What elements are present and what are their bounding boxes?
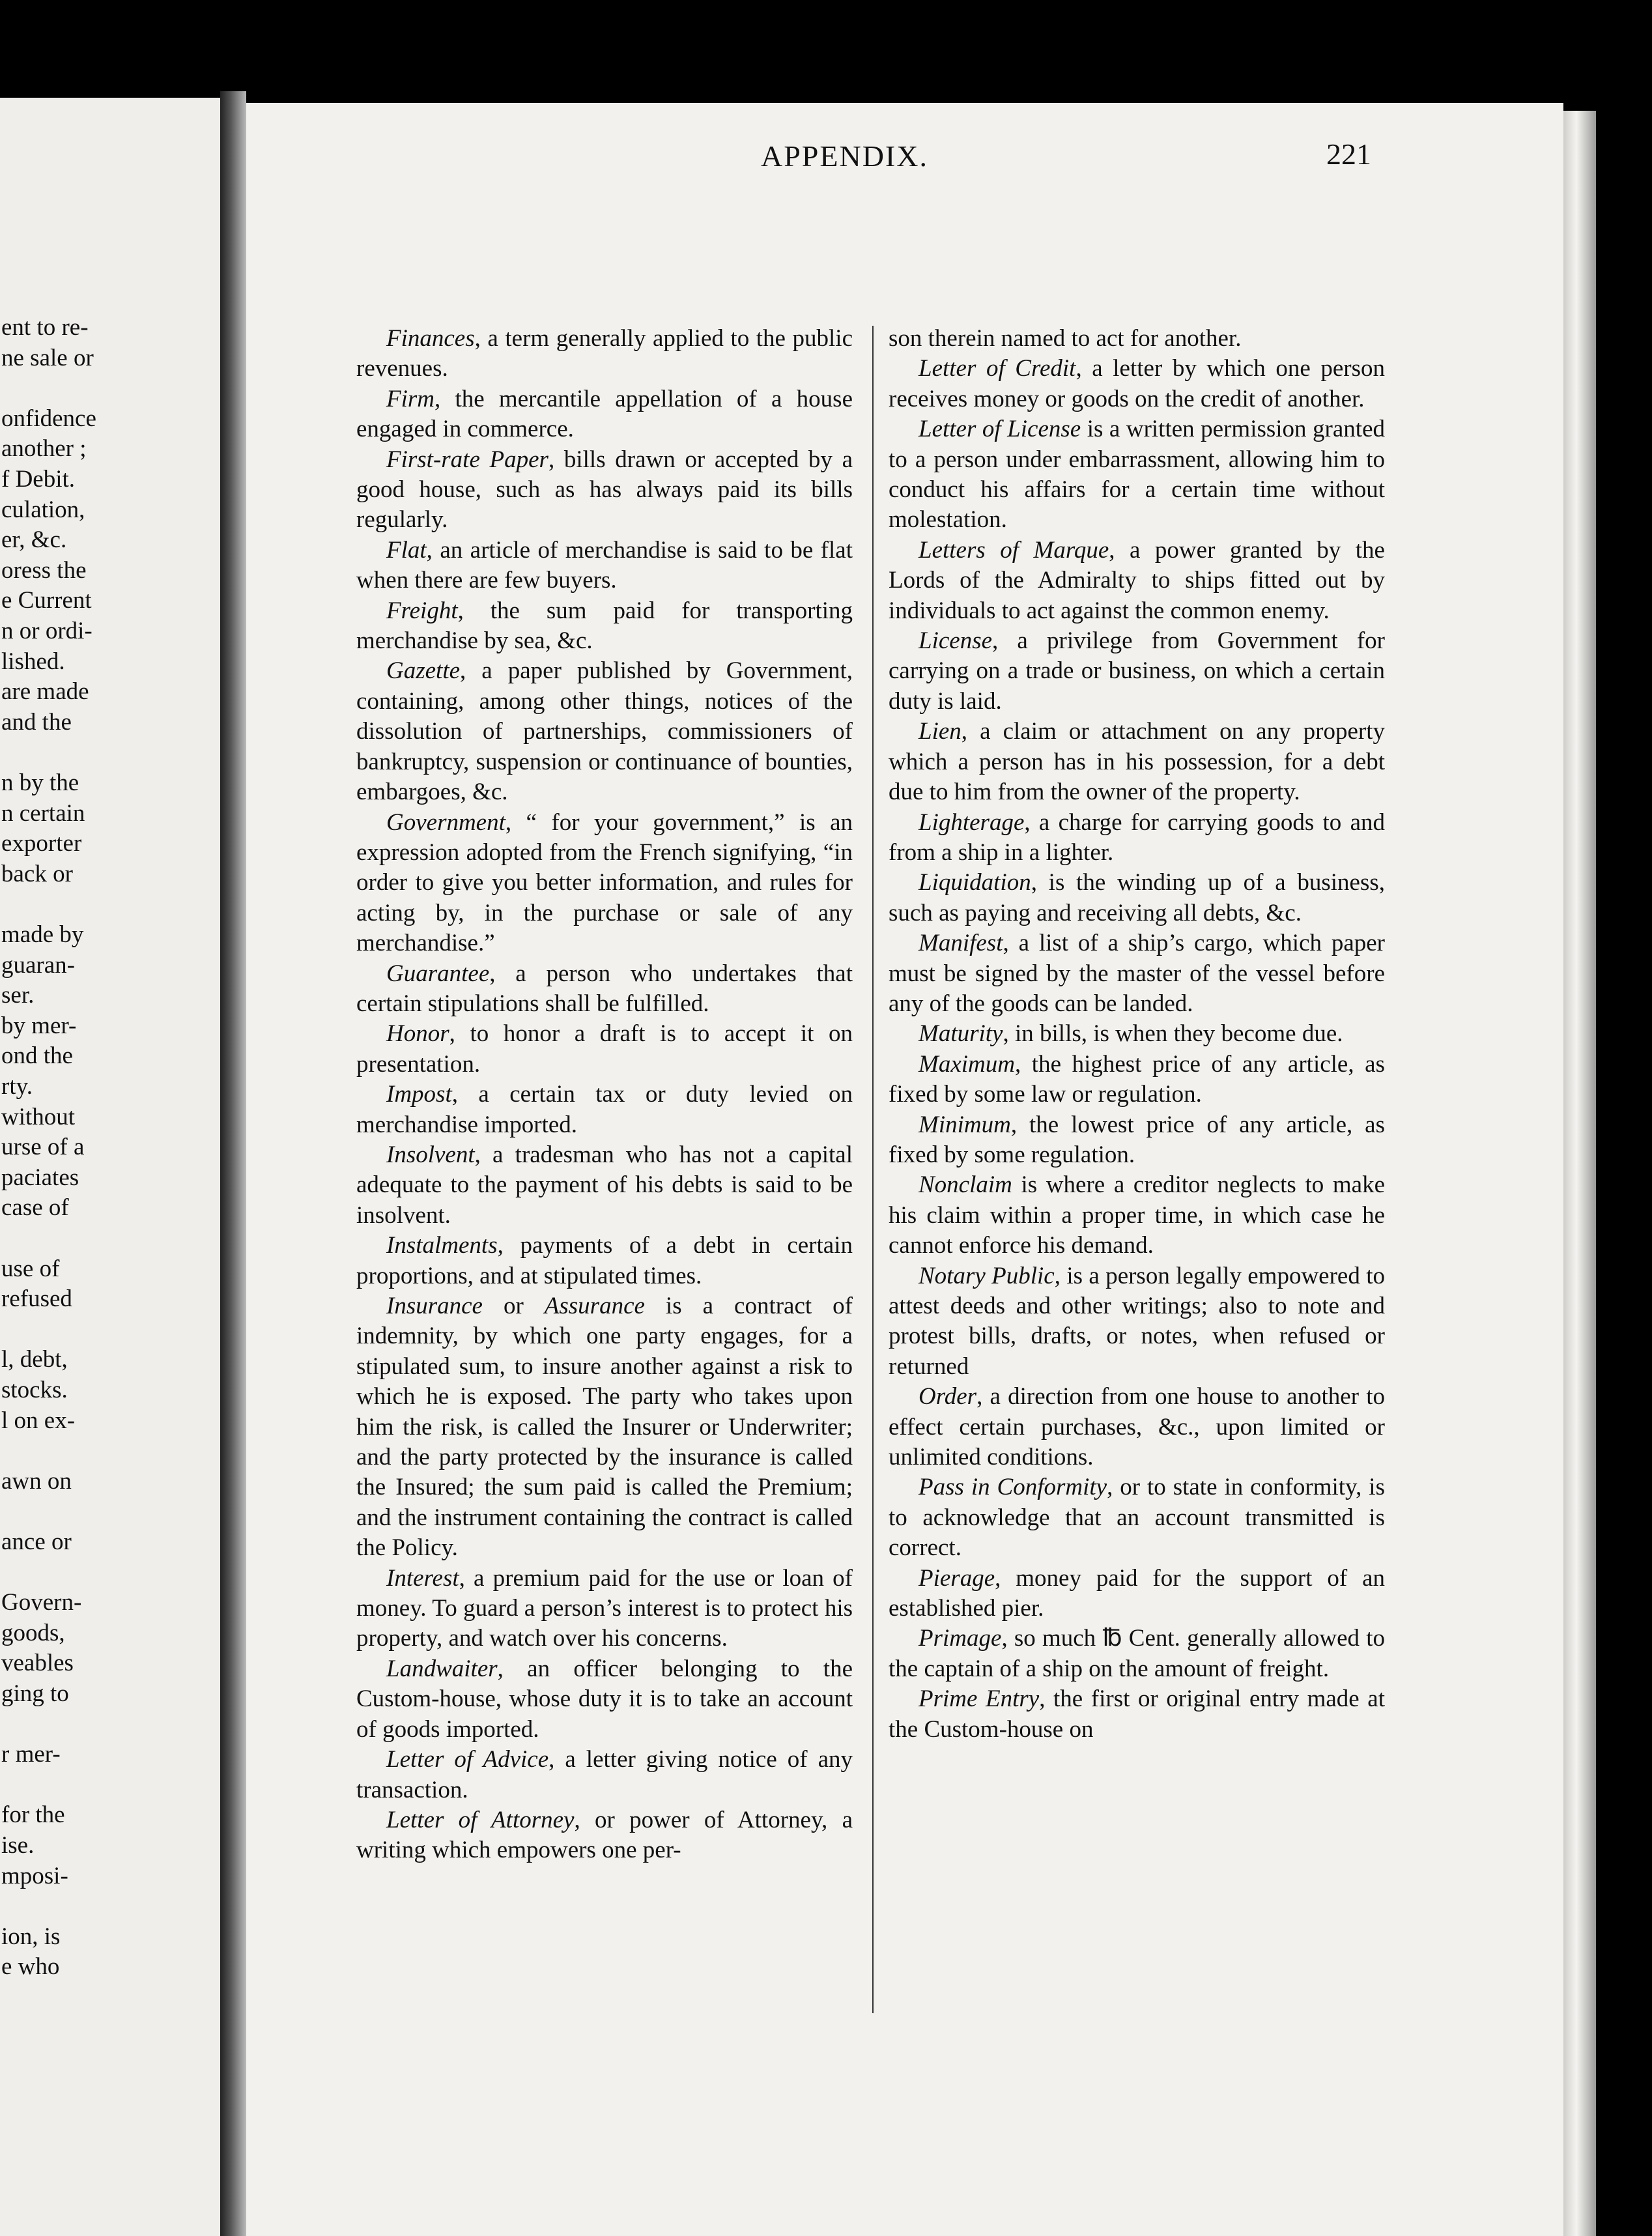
- glossary-entry: [356, 1654, 853, 1745]
- glossary-entry: [356, 384, 853, 445]
- left-column: [356, 324, 853, 1866]
- glossary-definition: , a claim or attachment on any property which a person has in his possession, for a debt due to him from the owner of the property.: [889, 718, 1385, 806]
- glossary-entry: [356, 324, 853, 384]
- glossary-entry: [356, 1805, 853, 1866]
- facing-page-line: ance or: [1, 1528, 72, 1555]
- glossary-entry: [356, 1019, 853, 1080]
- glossary-definition: , payments of a debt in certain proportions, and at stipulated times.: [356, 1232, 853, 1289]
- glossary-definition: , a direction from one house to another to effect certain purchases, &c., upon limited or unlimited conditions.: [889, 1383, 1385, 1471]
- glossary-definition: , a letter by which one person receives money or goods on the credit of another.: [889, 355, 1385, 412]
- glossary-definition: , a certain tax or duty levied on merchandise imported.: [356, 1081, 853, 1138]
- glossary-definition: is a written permission granted to a person under embarrassment, allowing him to conduct his affairs for a certain time without molestation.: [889, 416, 1386, 534]
- glossary-entry: [889, 1624, 1385, 1684]
- glossary-definition: , an article of merchandise is said to be flat when there are few buyers.: [356, 536, 853, 594]
- glossary-entry: [889, 928, 1385, 1019]
- facing-page-line: r mer-: [1, 1741, 61, 1768]
- glossary-definition: , a power granted by the Lords of the Admiralty to ships fitted out by individuals to act against the common enemy.: [889, 536, 1385, 624]
- facing-page-line: n certain: [1, 799, 85, 827]
- facing-page-line: mposi-: [1, 1862, 68, 1889]
- glossary-entry: [889, 626, 1385, 717]
- glossary-term: Impost: [386, 1081, 452, 1108]
- glossary-term: Interest: [386, 1564, 459, 1592]
- facing-page-line: paciates: [1, 1164, 79, 1191]
- glossary-entry: [356, 1564, 853, 1654]
- glossary-entry: [356, 1080, 853, 1140]
- glossary-entry: [356, 596, 853, 657]
- glossary-term: Insurance: [386, 1293, 483, 1319]
- glossary-entry: [889, 868, 1385, 928]
- glossary-entry: [889, 717, 1385, 807]
- facing-page-line: without: [1, 1103, 76, 1130]
- glossary-definition: , a paper published by Government, containing, among other things, notices of the dissolution of partnerships, commissioners of bankruptcy, suspension or continuance of bounties, embargoes, &c.: [356, 657, 853, 806]
- glossary-definition: , in bills, is when they become due.: [1003, 1020, 1343, 1048]
- facing-page-line: awn on: [1, 1467, 72, 1495]
- glossary-definition: , a privilege from Government for carrying on a trade or business, on which a certain duty is laid.: [889, 627, 1385, 715]
- glossary-term: Pierage: [919, 1564, 995, 1592]
- glossary-definition: , a letter giving notice of any transaction.: [356, 1746, 853, 1803]
- facing-page-line: lished.: [1, 648, 65, 675]
- glossary-definition: , is the winding up of a business, such as paying and receiving all debts, &c.: [889, 869, 1385, 926]
- glossary-entry: [889, 808, 1385, 868]
- glossary-term: Letters of Marque: [919, 536, 1109, 564]
- glossary-definition: , so much ℔ Cent. generally allowed to the captain of a ship on the amount of freight.: [889, 1625, 1385, 1682]
- glossary-entry: [889, 1382, 1385, 1472]
- glossary-term: Letter of License: [919, 416, 1081, 443]
- glossary-term: Letter of Credit: [919, 355, 1076, 382]
- glossary-term: Assurance: [544, 1293, 645, 1319]
- glossary-definition: son therein named to act for another.: [889, 325, 1242, 352]
- glossary-term: Instalments: [386, 1232, 498, 1259]
- page-edge: [1563, 111, 1596, 2236]
- glossary-entry: [356, 808, 853, 959]
- glossary-term: Lighterage: [919, 809, 1025, 836]
- facing-page-line: culation,: [1, 496, 85, 523]
- glossary-entry: [889, 324, 1385, 354]
- glossary-entry: [356, 1231, 853, 1291]
- page-number: 221: [1326, 137, 1371, 171]
- glossary-term: Landwaiter: [386, 1655, 498, 1682]
- glossary-definition: is where a creditor neglects to make his claim within a proper time, in which case he cannot enforce his demand.: [889, 1171, 1385, 1259]
- right-column: [889, 324, 1385, 1745]
- glossary-term: Guarantee: [386, 960, 490, 987]
- facing-page-line: ne sale or: [1, 344, 94, 371]
- glossary-definition: , bills drawn or accepted by a good house, such as has always paid its bills regularly.: [356, 446, 853, 534]
- glossary-term: Gazette: [386, 657, 461, 685]
- glossary-connector: or: [482, 1293, 545, 1319]
- glossary-entry: [889, 1564, 1385, 1624]
- glossary-definition: , a charge for carrying goods to and from a ship in a lighter.: [889, 809, 1385, 866]
- glossary-definition: , the first or original entry made at the Custom-house on: [889, 1685, 1386, 1743]
- glossary-entry: [889, 414, 1385, 536]
- facing-page-line: veables: [1, 1650, 74, 1677]
- glossary-definition: , or power of Attorney, a writing which empowers one per-: [356, 1806, 853, 1864]
- glossary-entry: [889, 1110, 1385, 1171]
- glossary-definition: , an officer belonging to the Custom-house, whose duty it is to take an account of goods imported.: [356, 1655, 853, 1743]
- facing-page-line: onfidence: [1, 405, 96, 432]
- glossary-definition: , the lowest price of any article, as fixed by some regulation.: [889, 1111, 1385, 1168]
- glossary-definition: , to honor a draft is to accept it on presentation.: [356, 1020, 853, 1078]
- facing-page-line: f Debit.: [1, 466, 76, 493]
- facing-page-line: er, &c.: [1, 526, 67, 554]
- glossary-entry: [889, 1684, 1385, 1745]
- glossary-term: First-rate Paper: [386, 446, 548, 473]
- glossary-definition: is a contract of indemnity, by which one party engages, for a stipulated sum, to insure another against a risk to which he is exposed. The party who takes upon him the risk, is called the Insurer or Underwriter; and the party protected by the insurance is called the Insured; the sum paid is called the Premium; and the instrument containing the contract is called the Policy.: [356, 1293, 853, 1562]
- facing-page-line: Govern-: [1, 1589, 82, 1616]
- glossary-entry: [356, 1745, 853, 1805]
- facing-page-line: are made: [1, 678, 89, 706]
- facing-page-line: urse of a: [1, 1134, 85, 1161]
- facing-page-line: back or: [1, 860, 73, 887]
- facing-page-line: ser.: [1, 982, 35, 1009]
- facing-page-line: for the: [1, 1801, 65, 1829]
- facing-page-line: by mer-: [1, 1012, 77, 1039]
- facing-page-line: and the: [1, 708, 72, 736]
- glossary-definition: , a term generally applied to the public revenues.: [356, 325, 853, 382]
- facing-page-line: case of: [1, 1194, 69, 1222]
- facing-page-line: e who: [1, 1953, 60, 1981]
- glossary-entry: [889, 1261, 1385, 1383]
- glossary-term: Freight: [386, 597, 458, 624]
- facing-page-line: exporter: [1, 830, 82, 857]
- glossary-entry: [356, 656, 853, 807]
- glossary-definition: , a tradesman who has not a capital adequate to the payment of his debts is said to be insolvent.: [356, 1141, 853, 1229]
- glossary-definition: , a premium paid for the use or loan of money. To guard a person’s interest is to protect his property, and watch over his concerns.: [356, 1564, 853, 1652]
- glossary-entry: [356, 959, 853, 1020]
- glossary-term: Order: [919, 1383, 977, 1411]
- facing-page-line: ging to: [1, 1680, 69, 1707]
- glossary-definition: , is a person legally empowered to attest deeds and other writings; also to note and protest bills, drafts, or notes, when refused or returned: [889, 1262, 1385, 1380]
- glossary-entry: [889, 536, 1385, 626]
- facing-page-line: stocks.: [1, 1377, 68, 1403]
- glossary-definition: , a person who undertakes that certain stipulations shall be fulfilled.: [356, 960, 853, 1017]
- glossary-entry: [889, 1170, 1385, 1261]
- glossary-entry: [356, 536, 853, 596]
- glossary-definition: , a list of a ship’s cargo, which paper must be signed by the master of the vessel before any of the goods can be landed.: [889, 930, 1385, 1017]
- glossary-term: Honor: [386, 1020, 449, 1048]
- running-head: APPENDIX.: [761, 139, 928, 173]
- glossary-definition: , or to state in conformity, is to acknowledge that an account transmitted is correct.: [889, 1474, 1385, 1562]
- facing-page-line: ent to re-: [1, 314, 89, 341]
- facing-page-line: n by the: [1, 769, 79, 796]
- glossary-term: Firm: [386, 385, 434, 412]
- book-spine: [220, 91, 246, 2236]
- glossary-entry: [889, 1050, 1385, 1110]
- facing-page-line: l on ex-: [1, 1407, 76, 1434]
- facing-page-line: ion, is: [1, 1923, 61, 1950]
- glossary-term: Notary Public: [919, 1262, 1055, 1289]
- glossary-term: Liquidation: [919, 869, 1031, 896]
- facing-page-line: ond the: [1, 1042, 73, 1070]
- glossary-definition: , money paid for the support of an established pier.: [889, 1564, 1385, 1622]
- facing-page-line: made by: [1, 921, 84, 948]
- facing-page-line: e Current: [1, 587, 92, 614]
- glossary-entry: [889, 1472, 1385, 1563]
- facing-page-line: oress the: [1, 556, 87, 584]
- facing-page-line: n or ordi-: [1, 618, 93, 644]
- facing-page-line: rty.: [1, 1073, 33, 1100]
- glossary-term: Flat: [386, 536, 427, 564]
- glossary-entry: [889, 1019, 1385, 1049]
- facing-page: [0, 98, 220, 2236]
- glossary-term: Maturity: [919, 1020, 1003, 1048]
- facing-page-line: l, debt,: [1, 1346, 68, 1373]
- facing-page-line: goods,: [1, 1619, 65, 1646]
- glossary-term: Minimum: [919, 1111, 1011, 1138]
- glossary-term: License: [919, 627, 993, 655]
- glossary-entry: [356, 1291, 853, 1564]
- facing-page-line: ise.: [1, 1832, 35, 1859]
- column-rule: [872, 326, 874, 2013]
- glossary-term: Finances: [386, 325, 475, 352]
- glossary-term: Lien: [919, 718, 961, 745]
- glossary-term: Letter of Advice: [386, 1746, 549, 1773]
- facing-page-line: refused: [1, 1285, 72, 1313]
- glossary-term: Government: [386, 809, 506, 836]
- glossary-term: Letter of Attorney: [386, 1806, 575, 1833]
- glossary-entry: [889, 354, 1385, 414]
- glossary-definition: , the mercantile appellation of a house engaged in commerce.: [356, 385, 853, 443]
- glossary-entry: [356, 445, 853, 536]
- facing-page-line: guaran-: [1, 951, 75, 979]
- glossary-definition: , the sum paid for transporting merchandise by sea, &c.: [356, 597, 853, 655]
- facing-page-line: another ;: [1, 435, 87, 463]
- facing-page-line: use of: [1, 1255, 60, 1282]
- glossary-definition: , “ for your government,” is an expression adopted from the French signifying, “in order to give you better information, and rules for acting by, in the purchase or sale of any merchandise.”: [356, 809, 853, 957]
- glossary-term: Manifest: [919, 930, 1003, 957]
- glossary-term: Pass in Conformity: [919, 1474, 1107, 1501]
- glossary-term: Prime Entry: [919, 1685, 1040, 1713]
- glossary-term: Maximum: [919, 1050, 1015, 1078]
- glossary-entry: [356, 1140, 853, 1231]
- glossary-term: Primage: [919, 1625, 1002, 1652]
- glossary-term: Insolvent: [386, 1141, 475, 1168]
- glossary-definition: , the highest price of any article, as fixed by some law or regulation.: [889, 1050, 1385, 1108]
- glossary-term: Nonclaim: [919, 1171, 1012, 1199]
